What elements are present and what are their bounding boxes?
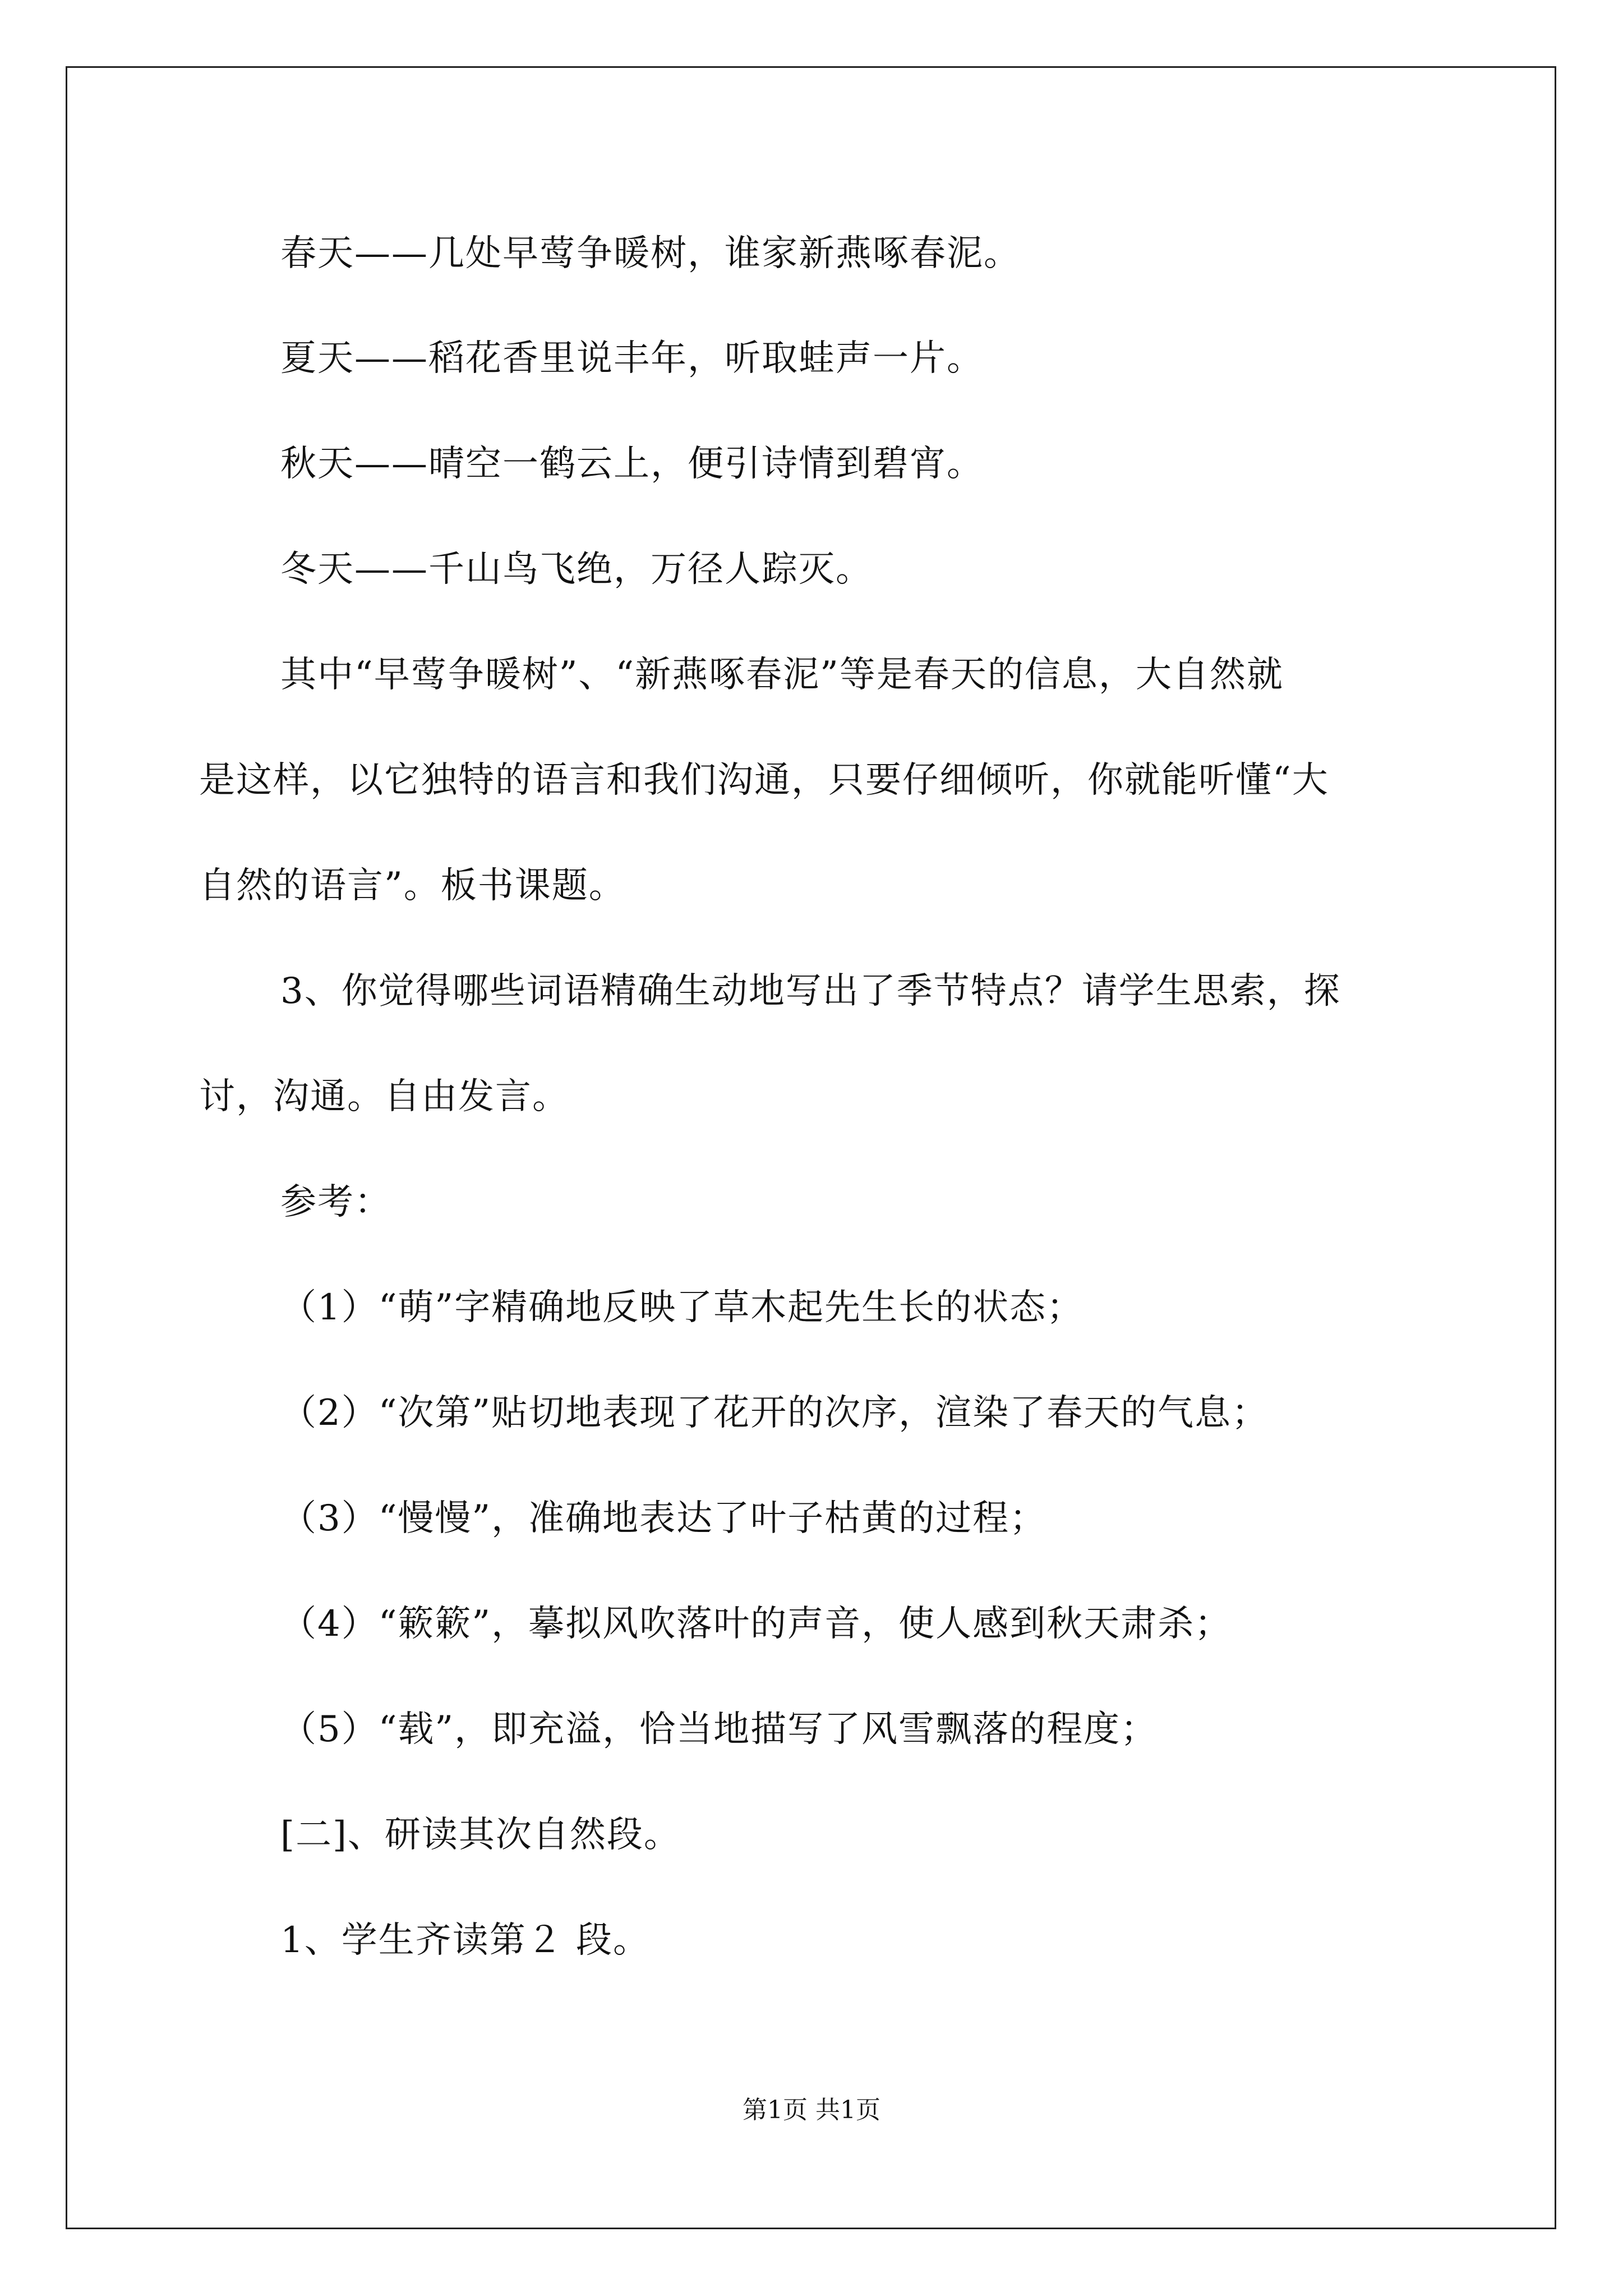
reference-item: （3）“慢慢”，准确地表达了叶子枯黄的过程； — [280, 1498, 1047, 1539]
reference-item: （2）“次第”贴切地表现了花开的次序，渲染了春天的气息； — [280, 1392, 1269, 1434]
paragraph-line: 3、你觉得哪些词语精确生动地写出了季节特点？请学生思索，探 — [280, 970, 1341, 1012]
paragraph-line: 其中“早莺争暖树”、“新燕啄春泥”等是春天的信息，大自然就 — [280, 654, 1284, 696]
page-border — [66, 66, 1556, 2229]
reference-heading: 参考： — [280, 1181, 391, 1223]
page-number: 第1页 共1页 — [743, 2096, 880, 2124]
reference-item: （5）“载”，即充溢，恰当地描写了风雪飘落的程度； — [280, 1709, 1158, 1750]
poem-line-spring: 春天——几处早莺争暖树，谁家新燕啄春泥。 — [280, 233, 1021, 274]
poem-line-autumn: 秋天——晴空一鹤云上，便引诗情到碧宵。 — [280, 443, 984, 485]
section-heading: [二]、研读其次自然段。 — [280, 1814, 681, 1856]
poem-line-winter: 冬天——千山鸟飞绝，万径人踪灭。 — [280, 549, 873, 590]
paragraph-line: 讨，沟通。自由发言。 — [199, 1076, 569, 1117]
paragraph-line: 自然的语言”。板书课题。 — [199, 865, 626, 907]
reference-item: （1）“萌”字精确地反映了草木起先生长的状态； — [280, 1287, 1084, 1328]
reference-item: （4）“簌簌”，摹拟风吹落叶的声音，使人感到秋天肃杀； — [280, 1603, 1232, 1645]
paragraph-line: 1、学生齐读第２ 段。 — [280, 1920, 651, 1961]
poem-line-summer: 夏天——稻花香里说丰年，听取蛙声一片。 — [280, 338, 984, 379]
paragraph-line: 是这样，以它独特的语言和我们沟通，只要仔细倾听，你就能听懂“大 — [199, 760, 1329, 801]
